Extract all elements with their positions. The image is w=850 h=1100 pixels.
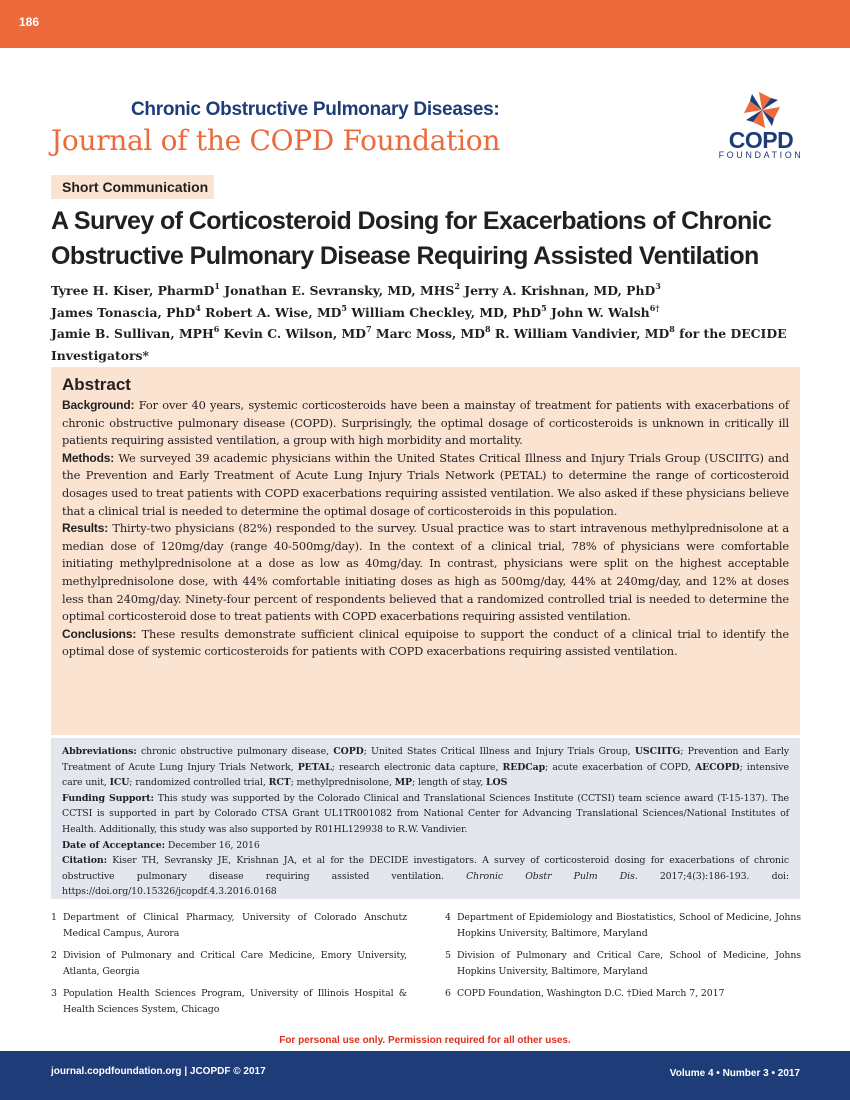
- section-label: Conclusions:: [62, 626, 137, 641]
- author-group-suffix: for the DECIDE Investigators*: [51, 326, 787, 363]
- author-affiliation-mark: 3: [655, 281, 661, 291]
- abstract-heading: Abstract: [62, 375, 131, 394]
- funding-support: [62, 791, 789, 838]
- author: Jamie B. Sullivan, MPH: [51, 326, 214, 341]
- author: Jerry A. Krishnan, MD, PhD: [464, 283, 656, 298]
- author: Marc Moss, MD: [375, 326, 486, 341]
- acceptance-label: Date of Acceptance:: [62, 839, 165, 851]
- section-label: Methods:: [62, 450, 115, 465]
- affiliation-item: [445, 986, 801, 1002]
- footer-journal-link[interactable]: journal.copdfoundation.org | JCOPDF © 2017: [51, 1066, 266, 1077]
- author-affiliation-mark: 8: [485, 324, 491, 334]
- author: Tyree H. Kiser, PharmD: [51, 283, 215, 298]
- date-of-acceptance: [62, 838, 789, 854]
- author-affiliation-mark: 7: [365, 324, 372, 334]
- section-text: Thirty-two physicians (82%) responded to the survey. Usual practice was to start intravenous methylprednisolone at a median dose of 120mg/day (range 40-500mg/day). In the context of a clinical trial, 78% of physicians were comfortable initiating methylprednisolone at a dose as low as 40mg/day. In contrast, physicians were split on the highest acceptable methylprednisolone dose, with 44% comfortable initiating doses as high as 500mg/day, 44% at 240mg/day, and 12% at doses less than 240mg/day. Ninety-four percent of respondents believed that a randomized controlled trial is needed to determine the optimal corticosteroid dose to treat patients with COPD exacerbations requiring assisted ventilation.: [62, 521, 789, 624]
- footer-volume-info: Volume 4 • Number 3 • 2017: [669, 1068, 800, 1079]
- abbr-term: chronic obstructive pulmonary disease,: [140, 746, 329, 757]
- affiliation-number: 5: [445, 950, 451, 962]
- affiliation-item: [445, 910, 801, 941]
- abstract-background: [62, 397, 789, 450]
- affiliation-item: [51, 986, 407, 1017]
- funding-label: Funding Support:: [62, 792, 154, 804]
- citation-text: Kiser TH, Sevransky JE, Krishnan JA, et al for the DECIDE investigators. A survey of corticosteroid dosing for exacerbations of chronic obstructive pulmonary disease requiring assisted ventilation.: [62, 855, 789, 882]
- author-affiliation-mark: 4: [195, 302, 201, 313]
- author-affiliation-mark: 8: [669, 324, 675, 334]
- affiliation-item: [51, 910, 407, 941]
- author-affiliation-mark: 5: [541, 302, 547, 313]
- author-affiliation-mark: 6: [213, 324, 220, 334]
- author-affiliation-mark: 1: [214, 281, 220, 291]
- abbr-term: methylprednisolone,: [296, 777, 392, 789]
- author: Robert A. Wise, MD: [205, 304, 342, 320]
- section-text: These results demonstrate sufficient clinical equipoise to support the conduct of a clinical trial to identify the optimal dose of systemic corticosteroids for patients with COPD exacerbations requiring assisted ventilation.: [62, 626, 789, 659]
- article-meta-box: [51, 738, 800, 899]
- section-label: Background:: [62, 398, 135, 412]
- page-number: 186: [19, 15, 40, 29]
- abbreviations-label: Abbreviations:: [62, 746, 137, 757]
- citation-label: Citation:: [62, 855, 107, 867]
- copd-foundation-logo: [716, 90, 806, 162]
- affiliation-text: Department of Clinical Pharmacy, University of Colorado Anschutz Medical Campus, Aurora: [63, 912, 407, 939]
- acceptance-date: December 16, 2016: [167, 839, 260, 851]
- abbr: RCT: [268, 777, 291, 789]
- author: James Tonascia, PhD: [51, 304, 196, 320]
- logo-subtitle: FOUNDATION: [718, 150, 804, 160]
- author-affiliation-mark: 6†: [649, 302, 660, 313]
- affiliation-item: [51, 948, 407, 979]
- affiliation-number: 2: [51, 950, 57, 962]
- abbr: COPD: [333, 746, 364, 757]
- abbr-term: research electronic data capture,: [338, 761, 499, 773]
- abstract-conclusions: [62, 626, 789, 661]
- affiliation-text: Division of Pulmonary and Critical Care, School of Medicine, Johns Hopkins University, Baltimore, Maryland: [457, 950, 801, 977]
- affiliations-right: [445, 910, 801, 1009]
- affiliation-text: Department of Epidemiology and Biostatistics, School of Medicine, Johns Hopkins University, Baltimore, Maryland: [457, 912, 801, 939]
- funding-text: This study was supported by the Colorado Clinical and Translational Sciences Institute (CCTSI) team science award (T-15-137). The CCTSI is supported in part by Colorado CTSA Grant UL1TR001082 from National Center for Advancing Translational Sciences/National Institutes of Health. Additionally, this study was also supported by R01HL129938 to R.W. Vandivier.: [62, 792, 789, 835]
- affiliation-text: Population Health Sciences Program, University of Illinois Hospital & Health Sciences System, Chicago: [63, 988, 407, 1015]
- section-text: We surveyed 39 academic physicians within the United States Critical Illness and Injury Trials Group (USCIITG) and the Prevention and Early Treatment of Acute Lung Injury Trials Network (PETAL) to determine the range of corticosteroid dosages used to treat patients with COPD exacerbations requiring assisted ventilation. We also asked if these physicians believe that a clinical trial is needed to determine the optimal dosage of corticosteroids in this population.: [62, 450, 789, 518]
- author: Kevin C. Wilson, MD: [223, 326, 366, 341]
- abstract-results: [62, 520, 789, 626]
- article-title: A Survey of Corticosteroid Dosing for Exacerbations of Chronic Obstructive Pulmonary Disease Requiring Assisted Ventilation: [51, 207, 772, 270]
- abstract-box: [51, 367, 800, 735]
- affiliation-number: 3: [51, 988, 57, 1000]
- affiliations-left: [51, 910, 407, 1025]
- citation-journal: Chronic Obstr Pulm Dis.: [466, 870, 638, 882]
- affiliation-number: 4: [445, 912, 451, 923]
- author-affiliation-mark: 5: [341, 302, 347, 313]
- abbr: MP: [394, 777, 413, 789]
- pinwheel-icon: [742, 90, 782, 130]
- top-bar: [0, 0, 850, 48]
- author: Jonathan E. Sevransky, MD, MHS: [224, 283, 455, 298]
- logo-word: COPD: [728, 127, 794, 153]
- affiliation-text: Division of Pulmonary and Critical Care Medicine, Emory University, Atlanta, Georgia: [63, 950, 407, 977]
- author-affiliation-mark: 2: [454, 281, 460, 291]
- abbr-term: acute exacerbation of COPD,: [552, 761, 691, 773]
- abbr-term: intensive care unit,: [62, 761, 789, 789]
- journal-title: Journal of the COPD Foundation: [51, 124, 501, 157]
- abbr: AECOPD: [694, 761, 740, 773]
- author: R. William Vandivier, MD: [494, 326, 670, 341]
- abbr-term: United States Critical Illness and Injury Trials Group,: [371, 746, 631, 757]
- author: John W. Walsh: [551, 304, 650, 320]
- abbr-term: length of stay,: [417, 777, 484, 789]
- abbr: USCIITG: [634, 746, 681, 757]
- abstract-methods: [62, 450, 789, 520]
- footer-bar: [0, 1051, 850, 1100]
- permission-notice: For personal use only. Permission required for all other uses.: [279, 1035, 571, 1046]
- abbr: REDCap: [502, 761, 546, 773]
- section-label: Results:: [62, 521, 109, 536]
- abbr: ICU: [109, 777, 130, 789]
- affiliation-number: 6: [445, 988, 451, 1000]
- abbr: LOS: [486, 777, 508, 789]
- citation-doi[interactable]: 2017;4(3):186-193. doi: https://doi.org/10.15326/jcopdf.4.3.2016.0168: [62, 870, 789, 898]
- abbr-term: Prevention and Early Treatment of Acute Lung Injury Trials Network,: [62, 746, 789, 773]
- author-list: [51, 280, 811, 366]
- article-type-tag: Short Communication: [51, 175, 214, 199]
- abbr-term: randomized controlled trial,: [135, 777, 266, 789]
- affiliation-item: [445, 948, 801, 979]
- abbreviations: Abbreviations: chronic obstructive pulmonary disease, COPD; United States Critical Illness and Injury Trials Group, USCIITG; Prevention and Early Treatment of Acute Lung Injury Trials Network, PETAL; research electronic data capture, REDCap; acute exacerbation of COPD, AECOPD; intensive care unit, ICU; randomized controlled trial, RCT; methylprednisolone, MP; length of stay, LOS: [62, 746, 789, 789]
- section-text: For over 40 years, systemic corticosteroids have been a mainstay of treatment for patients with exacerbations of chronic obstructive pulmonary disease (COPD). Surprisingly, the optimal dosage of corticosteroids is unknown in critically ill patients requiring assisted ventilation, a group with high morbidity and mortality.: [62, 398, 789, 448]
- abbr: PETAL: [297, 761, 332, 773]
- author: William Checkley, MD, PhD: [351, 304, 542, 320]
- affiliation-number: 1: [51, 912, 57, 923]
- affiliation-text: COPD Foundation, Washington D.C. †Died March 7, 2017: [457, 988, 725, 1000]
- citation: [62, 853, 789, 900]
- journal-subtitle: Chronic Obstructive Pulmonary Diseases:: [131, 99, 500, 120]
